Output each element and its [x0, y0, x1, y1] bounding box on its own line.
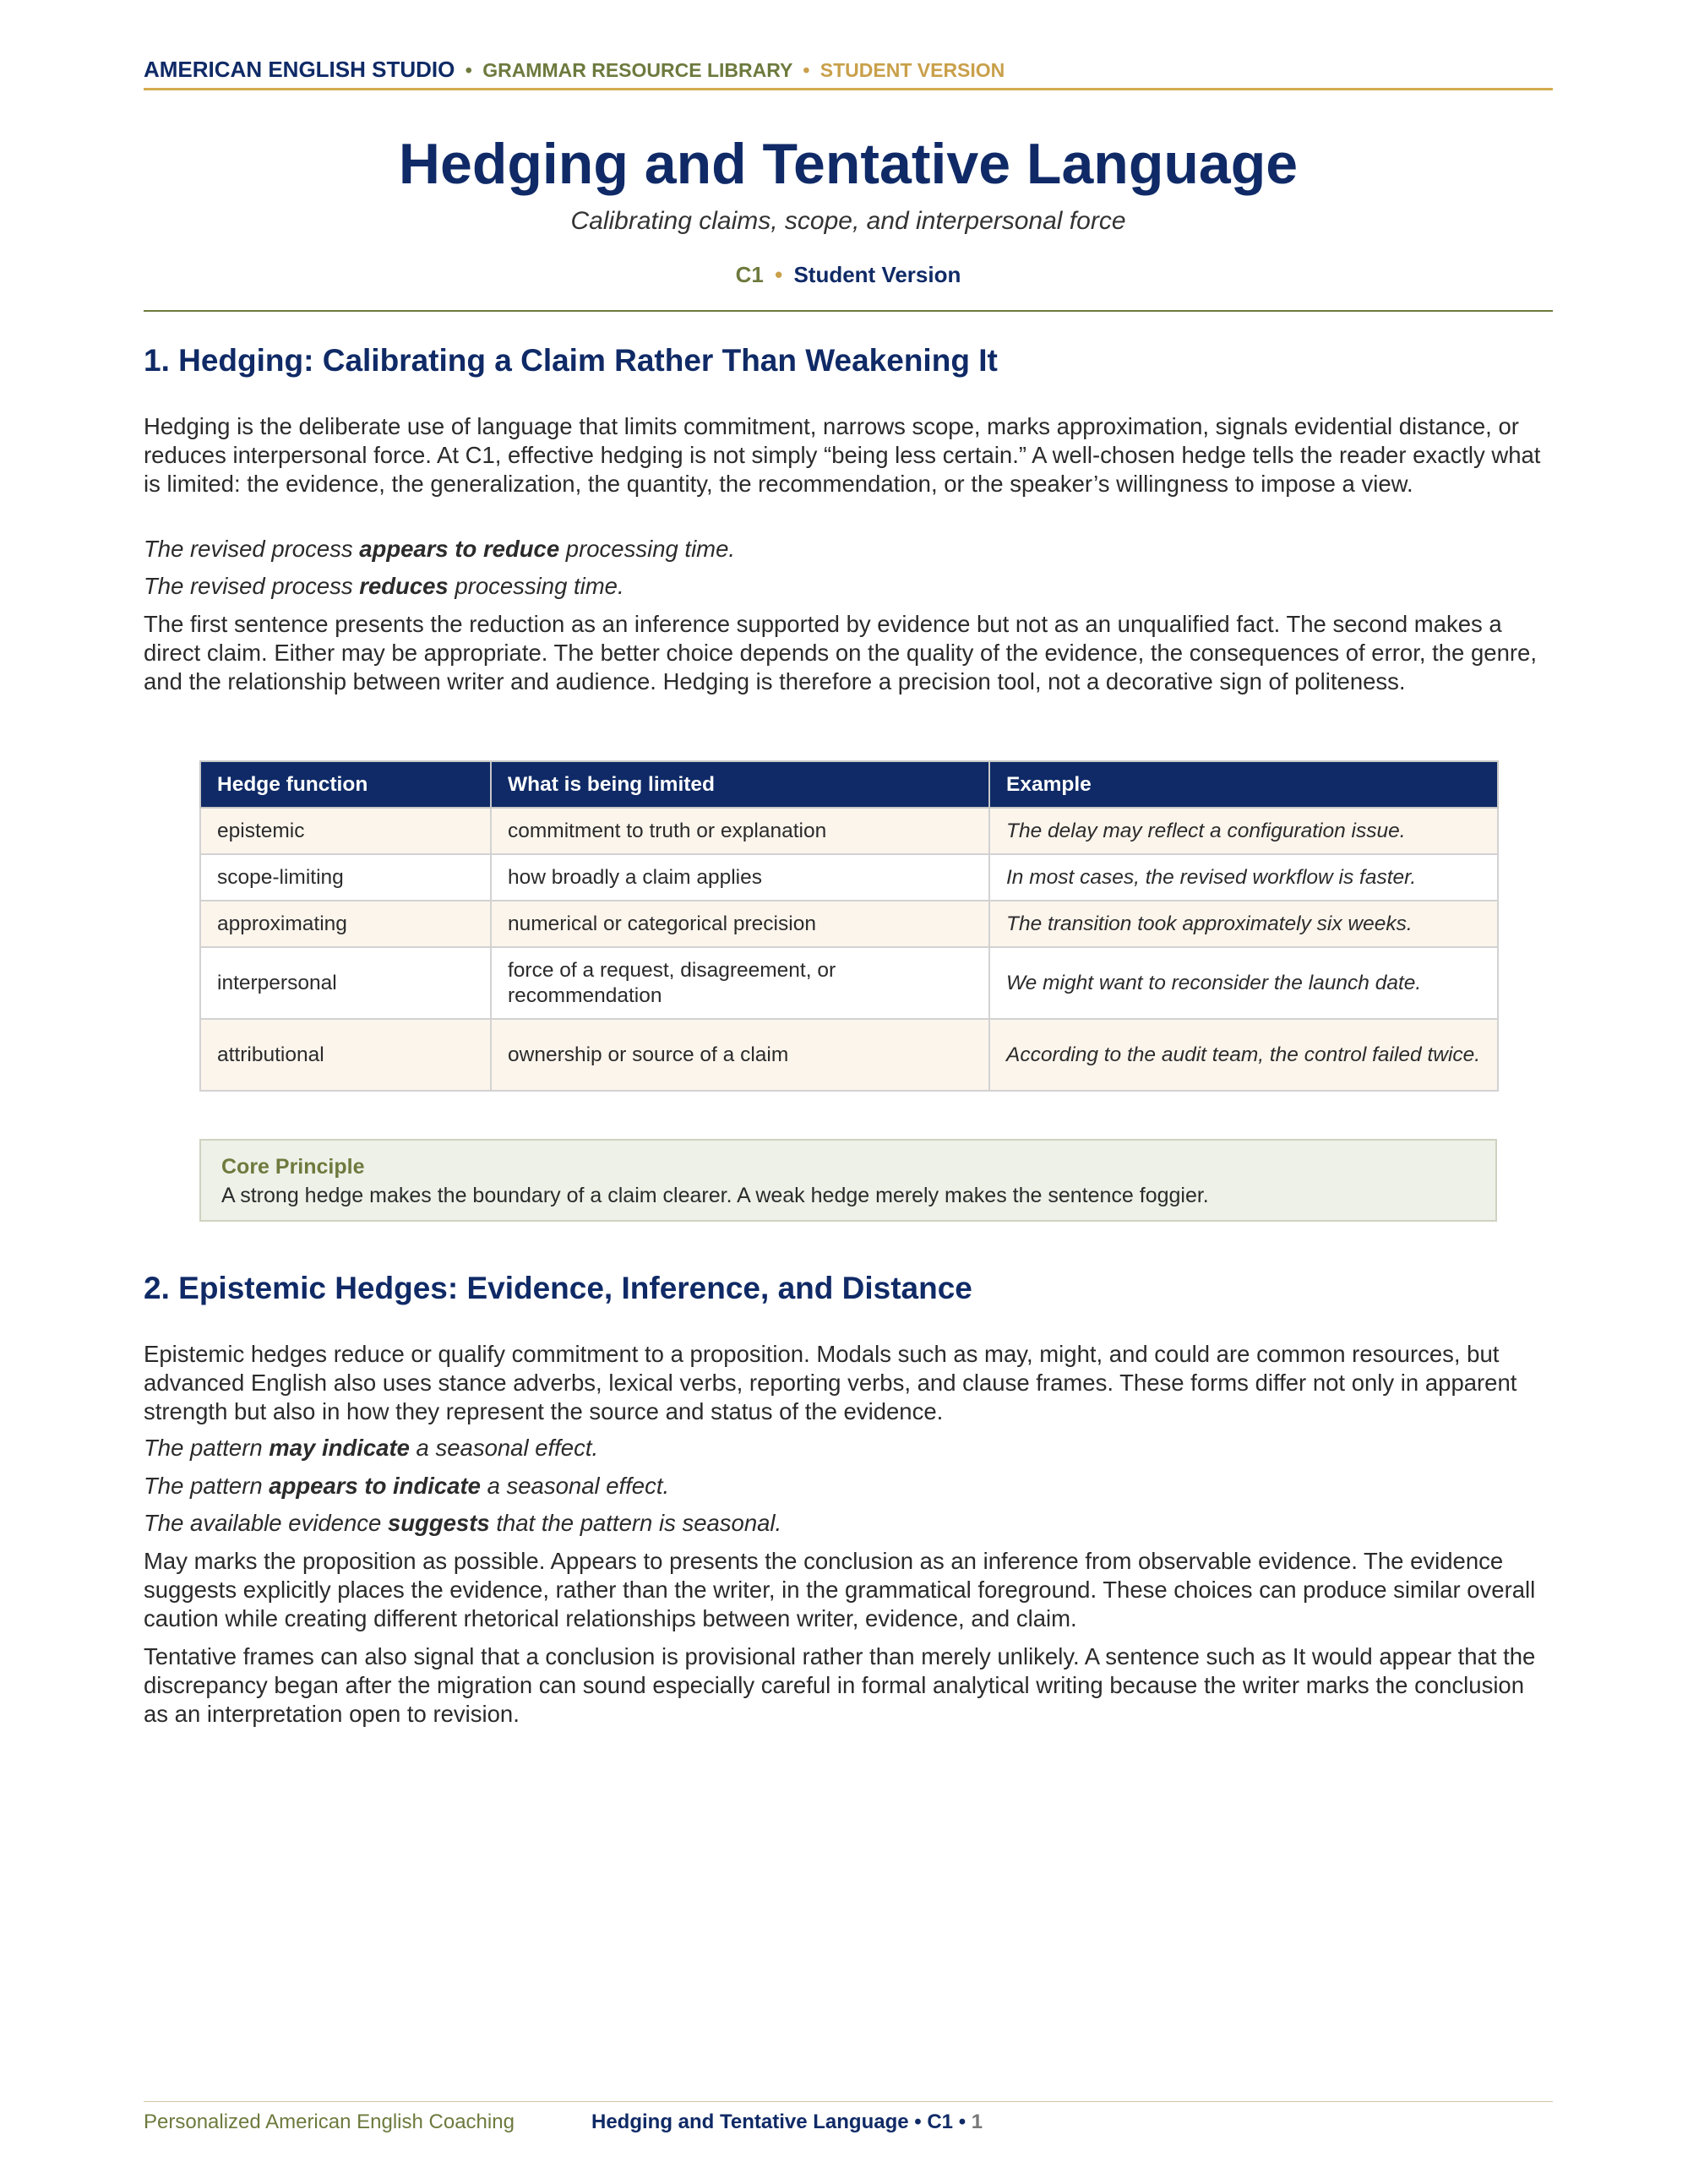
example-hedge: may indicate [269, 1435, 410, 1461]
title-divider [144, 310, 1553, 312]
example-sentence [144, 1509, 1553, 1538]
table-row [200, 808, 1498, 854]
header-separator: • [803, 59, 810, 81]
example-text: processing time. [559, 536, 736, 562]
table-row [200, 854, 1498, 901]
table-cell: The transition took approximately six weeks. [989, 901, 1498, 947]
hedge-function-table [199, 760, 1499, 1092]
footer-separator: • [958, 2110, 967, 2133]
column-header: Example [989, 761, 1498, 808]
header-divider [144, 88, 1553, 90]
example-sentence [144, 535, 1553, 564]
example-text: The pattern [144, 1435, 270, 1461]
table-cell: approximating [200, 901, 491, 947]
footer-coaching-label: Personalized American English Coaching [144, 2110, 515, 2133]
callout-body: A strong hedge makes the boundary of a claim clearer. A weak hedge merely makes the sentence foggier. [221, 1184, 1209, 1207]
footer-separator: • [914, 2110, 922, 2133]
core-principle-callout [199, 1139, 1497, 1222]
level-separator: • [775, 262, 783, 287]
example-sentence [144, 1472, 1553, 1500]
table-cell: The delay may reflect a configuration issue. [989, 808, 1498, 854]
page-number: 1 [971, 2110, 983, 2133]
header-separator: • [465, 59, 472, 81]
table-cell: attributional [200, 1019, 491, 1091]
example-text: a seasonal effect. [409, 1435, 599, 1461]
table-cell: In most cases, the revised workflow is faster. [989, 854, 1498, 901]
section-2-paragraph: May marks the proposition as possible. Appears to presents the conclusion as an inference from observable evidence. The evidence suggests explicitly places the evidence, rather than the writer, in the grammatical foreground. These choices can produce similar overall caution while creating different rhetorical relationships between writer, evidence, and claim. [144, 1548, 1536, 1631]
level-label: C1 [735, 262, 764, 287]
section-1-heading: 1. Hedging: Calibrating a Claim Rather Than Weakening It [144, 343, 998, 378]
header-brand: AMERICAN ENGLISH STUDIO [144, 57, 455, 82]
footer-divider [144, 2101, 1553, 2102]
example-text: The available evidence [144, 1510, 388, 1536]
level-line [144, 260, 1553, 289]
table-row [200, 947, 1498, 1019]
example-text: processing time. [448, 573, 624, 599]
section-2-paragraph: Tentative frames can also signal that a conclusion is provisional rather than merely unlikely. A sentence such as It would appear that the discrepancy began after the migration can sound especially careful in formal analytical writing because the writer marks the conclusion as an interpretation open to revision. [144, 1643, 1536, 1727]
section-1-intro: Hedging is the deliberate use of language that limits commitment, narrows scope, marks approximation, signals evidential distance, or reduces interpersonal force. At C1, effective hedging is not simply “being less certain.” A well-chosen hedge tells the reader exactly what is limited: the evidence, the generalization, the quantity, the recommendation, or the speaker’s willingness to impose a view. [144, 413, 1541, 497]
running-header [144, 56, 1553, 84]
section-1-explanation: The first sentence presents the reduction as an inference supported by evidence but not as an unqualified fact. The second makes a direct claim. Either may be appropriate. The better choice depends on the quality of the evidence, the consequences of error, the genre, and the relationship between writer and audience. Hedging is therefore a precision tool, not a decorative sign of politeness. [144, 611, 1537, 694]
table-cell: commitment to truth or explanation [491, 808, 989, 854]
callout-title: Core Principle [221, 1155, 365, 1179]
table-header-row [200, 761, 1498, 808]
page-subtitle: Calibrating claims, scope, and interpersonal force [570, 207, 1126, 235]
example-text: The revised process [144, 573, 360, 599]
header-library: GRAMMAR RESOURCE LIBRARY [482, 59, 792, 81]
example-text: The revised process [144, 536, 360, 562]
example-sentence [144, 1434, 1553, 1462]
table-cell: how broadly a claim applies [491, 854, 989, 901]
table-cell: ownership or source of a claim [491, 1019, 989, 1091]
footer-level: C1 [927, 2110, 954, 2133]
header-version: STUDENT VERSION [819, 59, 1005, 81]
page-title: Hedging and Tentative Language [398, 132, 1299, 196]
column-header: What is being limited [491, 761, 989, 808]
version-label: Student Version [793, 262, 961, 287]
table-cell: scope-limiting [200, 854, 491, 901]
table-row [200, 901, 1498, 947]
column-header: Hedge function [200, 761, 491, 808]
table-row [200, 1019, 1498, 1091]
table-cell: force of a request, disagreement, or recommendation [491, 947, 989, 1019]
example-hedge: appears to reduce [359, 536, 560, 562]
table-cell: We might want to reconsider the launch date. [989, 947, 1498, 1019]
example-text: The pattern [144, 1473, 270, 1499]
table-cell: According to the audit team, the control failed twice. [989, 1019, 1498, 1091]
example-hedge: suggests [387, 1510, 490, 1536]
table-cell: epistemic [200, 808, 491, 854]
example-text: a seasonal effect. [480, 1473, 670, 1499]
section-2-heading: 2. Epistemic Hedges: Evidence, Inference, and Distance [144, 1271, 972, 1305]
table-cell: interpersonal [200, 947, 491, 1019]
footer-title: Hedging and Tentative Language [591, 2110, 909, 2133]
example-hedge: appears to indicate [269, 1473, 481, 1499]
example-text: that the pattern is seasonal. [489, 1510, 782, 1536]
section-2-intro: Epistemic hedges reduce or qualify commitment to a proposition. Modals such as may, might, and could are common resources, but advanced English also uses stance adverbs, lexical verbs, reporting verbs, and clause frames. These forms differ not only in apparent strength but also in how they represent the source and status of the evidence. [144, 1341, 1517, 1424]
example-hedge: reduces [359, 573, 449, 599]
table-cell: numerical or categorical precision [491, 901, 989, 947]
example-sentence [144, 572, 1553, 601]
footer-running-title [591, 2109, 983, 2136]
